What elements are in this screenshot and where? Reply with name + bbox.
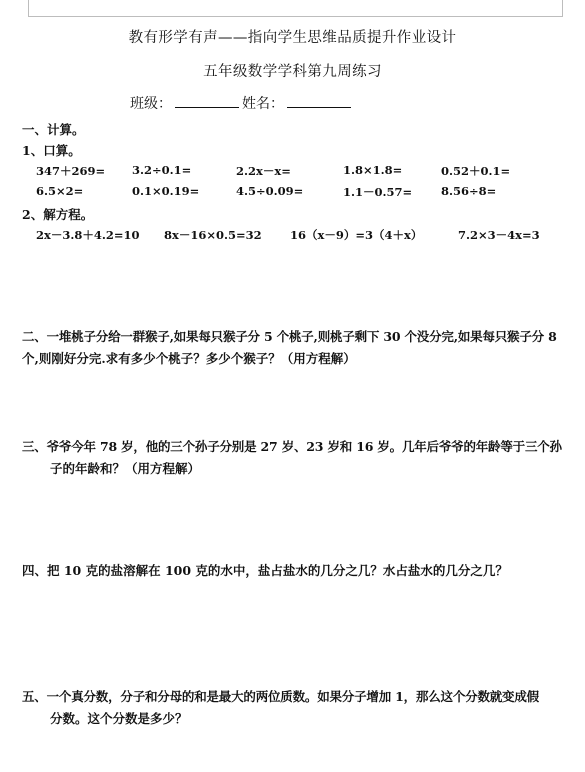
question-4-line1: 四、把 10 克的盐溶解在 100 克的水中，盐占盐水的几分之几？水占盐水的几分之几？ bbox=[22, 563, 508, 578]
equation-title: 2、解方程。 bbox=[22, 207, 94, 222]
oral-item: 3.2÷0.1= bbox=[132, 163, 192, 177]
worksheet-title: 教有形学有声——指向学生思维品质提升作业设计 bbox=[128, 30, 457, 46]
oral-item: 0.1×0.19= bbox=[132, 184, 200, 198]
question-5-line2: 分数。这个分数是多少？ bbox=[50, 711, 188, 726]
question-2 bbox=[22, 326, 567, 370]
class-blank[interactable] bbox=[175, 93, 239, 108]
oral-item: 2.2x－x= bbox=[236, 164, 291, 178]
worksheet-subtitle: 五年级数学学科第九周练习 bbox=[203, 64, 382, 80]
oral-item: 0.52＋0.1= bbox=[441, 164, 511, 178]
question-5-line1: 五、一个真分数，分子和分母的和是最大的两位质数。如果分子增加 1，那么这个分数就变成假 bbox=[22, 689, 539, 704]
question-2-line2: 个,则刚好分完.求有多少个桃子？多少个猴子？（用方程解） bbox=[22, 351, 356, 366]
page-corner-right bbox=[562, 0, 563, 16]
question-3-line1: 三、爷爷今年 78 岁，他的三个孙子分别是 27 岁、23 岁和 16 岁。几年后爷爷的年龄等于三个孙 bbox=[22, 439, 562, 454]
student-info-line bbox=[130, 93, 354, 113]
equation-item: 7.2×3－4x=3 bbox=[458, 228, 540, 242]
name-label: 姓名： bbox=[242, 96, 284, 112]
page-corner-left bbox=[28, 0, 29, 16]
class-label: 班级： bbox=[130, 96, 172, 112]
question-2-line1: 二、一堆桃子分给一群猴子,如果每只猴子分 5 个桃子,则桃子剩下 30 个没分完,如果每只猴子分 8 bbox=[22, 329, 557, 344]
oral-item: 1.8×1.8= bbox=[343, 163, 403, 177]
page-top-border bbox=[28, 16, 563, 17]
name-blank[interactable] bbox=[287, 93, 351, 108]
equation-item: 8x－16×0.5=32 bbox=[164, 228, 262, 242]
oral-item: 8.56÷8= bbox=[441, 184, 497, 198]
oral-item: 4.5÷0.09= bbox=[236, 184, 304, 198]
oral-item: 1.1－0.57= bbox=[343, 185, 413, 199]
section-calc-title: 一、计算。 bbox=[22, 122, 85, 137]
oral-item: 347＋269= bbox=[36, 164, 106, 178]
question-3 bbox=[22, 436, 567, 480]
question-3-line2: 子的年龄和？（用方程解） bbox=[50, 461, 201, 476]
equation-item: 2x－3.8＋4.2=10 bbox=[36, 228, 140, 242]
oral-item: 6.5×2= bbox=[36, 184, 84, 198]
equation-item: 16（x－9）=3（4＋x） bbox=[290, 228, 423, 242]
question-5 bbox=[22, 686, 567, 730]
oral-calc-title: 1、口算。 bbox=[22, 143, 81, 158]
question-4 bbox=[22, 560, 567, 582]
